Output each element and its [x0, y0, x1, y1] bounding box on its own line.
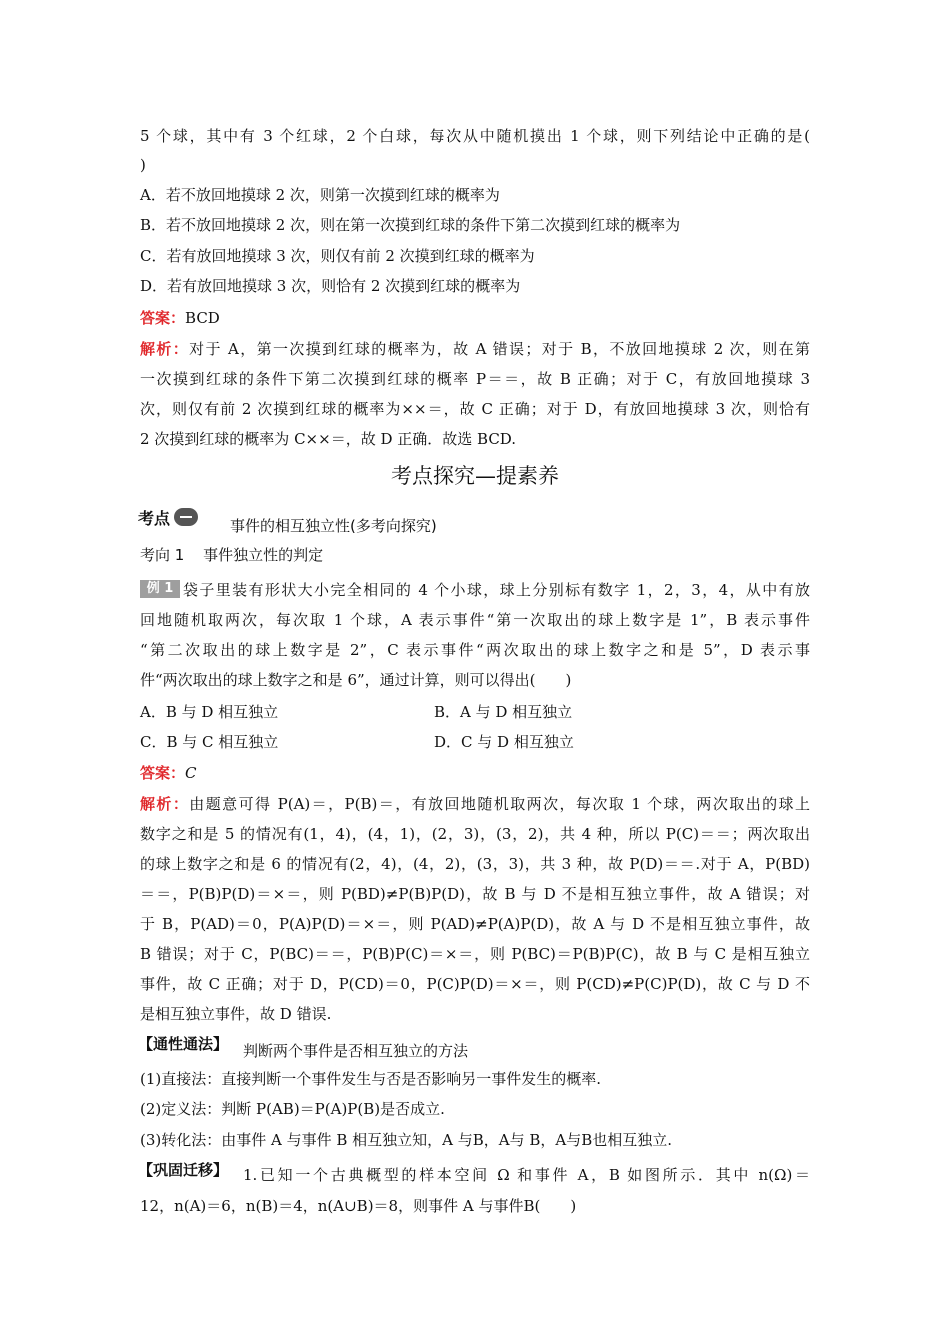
answer-line — [140, 307, 220, 329]
example-line-2: 回地随机取两次，每次取 1 个球，A 表示事件“第一次取出的球上数字是 1”，B 表示事件 — [140, 611, 810, 629]
example-badge: 例 1 — [140, 580, 180, 598]
analysis-label: 解析： — [140, 340, 190, 358]
practice-label: 【巩固迁移】 — [138, 1161, 229, 1179]
method-item-1: (1)直接法：直接判断一个事件发生与否是否影响另一事件发生的概率. — [140, 1070, 602, 1088]
practice-line-2: 12，n(A)＝6，n(B)＝4，n(A∪B)＝8，则事件 A 与事件B( ) — [140, 1197, 577, 1215]
option-d: D．若有放回地摸球 3 次，则恰有 2 次摸到红球的概率为 — [140, 277, 521, 295]
example-line-3: “第二次取出的球上数字是 2”，C 表示事件“两次取出的球上数字之和是 5”，D 表示事 — [140, 641, 810, 659]
practice-line-1: 1.已知一个古典概型的样本空间 Ω 和事件 A，B 如图所示．其中 n(Ω)＝ — [243, 1166, 810, 1184]
option-b: B．若不放回地摸球 2 次，则在第一次摸到红球的条件下第二次摸到红球的概率为 — [140, 216, 681, 234]
example-analysis-line-4: ＝＝，P(B)P(D)＝×＝，则 P(BD)≠P(B)P(D)，故 B 与 D 不是相互独立事件，故 A 错误；对 — [140, 885, 810, 903]
example-option-b: B．A 与 D 相互独立 — [434, 703, 573, 721]
method-item-3: (3)转化法：由事件 A 与事件 B 相互独立知，A 与B，A与 B，A与B也相互独立. — [140, 1131, 673, 1149]
analysis-line-2: 一次摸到红球的条件下第二次摸到红球的概率 P＝＝，故 B 正确；对于 C，有放回地摸球 3 — [140, 370, 810, 388]
problem-stem-line: 5 个球，其中有 3 个红球，2 个白球，每次从中随机摸出 1 个球，则下列结论中正确的是( — [140, 127, 810, 145]
analysis-text: 由题意可得 P(A)＝，P(B)＝，有放回地随机取两次，每次取 1 个球，两次取出的球上 — [189, 795, 810, 813]
analysis-text: 对于 A，第一次摸到红球的概率为，故 A 错误；对于 B，不放回地摸球 2 次，则在第 — [189, 340, 810, 358]
method-label: 【通性通法】 — [138, 1035, 229, 1053]
example-option-a: A．B 与 D 相互独立 — [140, 703, 279, 721]
kaoxiang-label: 考向 1 — [140, 546, 185, 564]
problem-stem-bracket: ) — [140, 156, 146, 174]
method-title: 判断两个事件是否相互独立的方法 — [243, 1042, 469, 1060]
answer-label: 答案： — [140, 764, 186, 782]
option-c: C．若有放回地摸球 3 次，则仅有前 2 次摸到红球的概率为 — [140, 247, 535, 265]
kaodian-heading — [138, 506, 198, 528]
answer-value: C — [185, 764, 197, 782]
example-analysis-line-3: 的球上数字之和是 6 的情况有(2，4)，(4，2)，(3，3)，共 3 种，故 P(D)＝＝.对于 A，P(BD) — [140, 855, 810, 873]
example-option-c: C．B 与 C 相互独立 — [140, 733, 279, 751]
example-analysis-line-5: 于 B，P(AD)＝0，P(A)P(D)＝×＝，则 P(AD)≠P(A)P(D)，故 A 与 D 不是相互独立事件，故 — [140, 915, 810, 933]
example-answer-line — [140, 762, 197, 784]
example-line-4: 件“两次取出的球上数字之和是 6”，通过计算，则可以得出( ) — [140, 671, 572, 689]
analysis-label: 解析： — [140, 795, 190, 813]
kaoxiang-title: 事件独立性的判定 — [203, 546, 324, 564]
method-item-2: (2)定义法：判断 P(AB)＝P(A)P(B)是否成立. — [140, 1100, 445, 1118]
kaoxiang-heading — [140, 544, 323, 566]
number-one-icon — [174, 508, 198, 526]
example-analysis-line-8: 是相互独立事件，故 D 错误. — [140, 1005, 332, 1023]
example-analysis-line-7: 事件，故 C 正确；对于 D，P(CD)＝0，P(C)P(D)＝×＝，则 P(CD)≠P(C)P(D)，故 C 与 D 不 — [140, 975, 810, 993]
kaodian-title: 事件的相互独立性(多考向探究) — [230, 517, 437, 535]
analysis-line-4: 2 次摸到红球的概率为 C××＝，故 D 正确．故选 BCD. — [140, 430, 517, 448]
example-line-1: 袋子里装有形状大小完全相同的 4 个小球，球上分别标有数字 1，2，3，4，从中有放 — [183, 581, 810, 599]
example-analysis-line-2: 数字之和是 5 的情况有(1，4)，(4，1)，(2，3)，(3，2)，共 4 种，所以 P(C)＝＝；两次取出 — [140, 825, 810, 843]
example-analysis-line-1 — [140, 793, 810, 815]
analysis-line-3: 次，则仅有前 2 次摸到红球的概率为××＝，故 C 正确；对于 D，有放回地摸球 3 次，则恰有 — [140, 400, 810, 418]
analysis-line-1 — [140, 338, 810, 360]
example-option-d: D．C 与 D 相互独立 — [434, 733, 574, 751]
option-a: A．若不放回地摸球 2 次，则第一次摸到红球的概率为 — [140, 186, 500, 204]
example-analysis-line-6: B 错误；对于 C，P(BC)＝＝，P(B)P(C)＝×＝，则 P(BC)＝P(B)P(C)，故 B 与 C 是相互独立 — [140, 945, 810, 963]
kaodian-label: 考点 — [138, 508, 171, 528]
answer-label: 答案： — [140, 309, 186, 327]
section-title: 考点探究—提素养 — [391, 464, 559, 488]
answer-value: BCD — [185, 309, 220, 327]
